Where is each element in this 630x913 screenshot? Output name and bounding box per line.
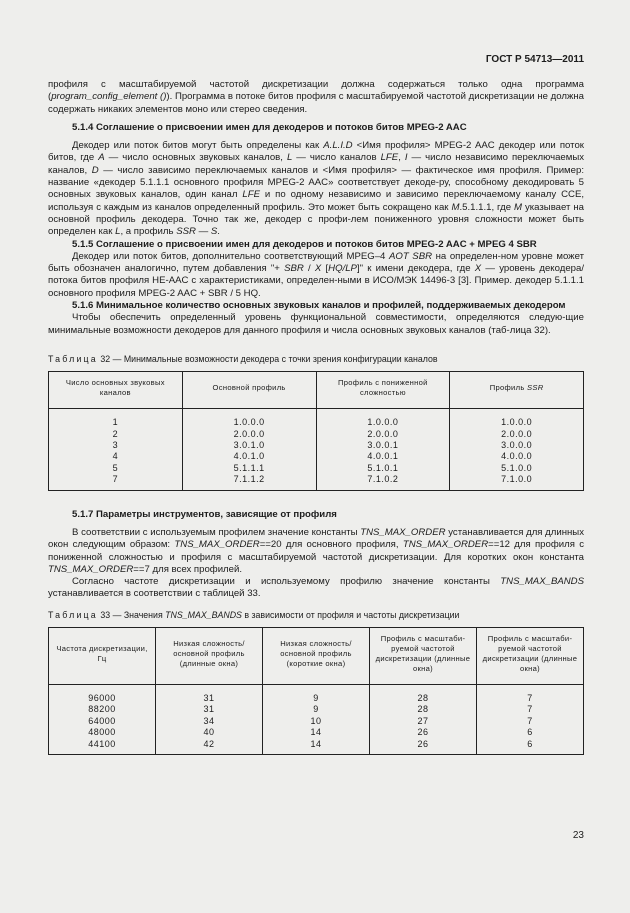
section-5-1-4-text: Декодер или поток битов могут быть определены как A.L.I.D <Имя профиля> MPEG-2 AAC декодер или поток битов, где A — число основных звуковых каналов, L — число каналов LFE, I — число независимо переключаемых каналов, D — число зависимо переключаемых каналов и <Имя профиля> — фактическое имя профиля. Пример: название «декодер 5.1.1.1 основного профиля MPEG-2 AAC» соответствует декоде-ру, способному декодировать 5 основных звуковых каналов, один канал LFE и по одному независимо и зависимо переключаемому каналу CCE, используя с каждым из каналов определенный профиль. Это может быть сокращено как M.5.1.1.1, где M указывает на основной профиль декодера. Точно так же, декодер с профи-лем пониженного уровня сложности может быть определен как L, а профиль SSR — S. [48, 140, 585, 238]
section-5-1-5-text: Декодер или поток битов, дополнительно соответствующий MPEG–4 AOT SBR на определен-ном уровне может быть обозначен аналогично, путем добавления "+ SBR / X [HQ/LP]" к имени декодера, где X — уровень декодера/потока битов профиля HE-AAC с характеристиками, определен-ными в ИСО/МЭК 14496-3 [3]. Пример. декодер 5.1.1.1 основного профиля MPEG-2 AAC + SBR / 5 HQ. [48, 250, 585, 299]
section-5-1-7-heading: 5.1.7 Параметры инструментов, зависящие от профиля [72, 508, 337, 520]
document-body [48, 79, 584, 755]
table-row: 88200 31 9 28 7 [49, 704, 584, 715]
table-33 [48, 627, 584, 755]
page-number: 23 [572, 829, 584, 841]
table-row: 96000 31 9 28 7 [49, 685, 584, 705]
table-row: 4 4.0.1.0 4.0.0.1 4.0.0.0 [49, 451, 584, 462]
standard-number: ГОСТ Р 54713—2011 [485, 54, 584, 65]
section-5-1-7-text: В соответствии с используемым профилем значение константы TNS_MAX_ORDER устанавливается для длинных окон следующим образом: TNS_MAX_ORDER==20 для основного профиля, TNS_MAX_ORDER==12 для профиля с пониженной сложностью и профиля с масштабируемой частотой дискретизации. Для коротких окон константа TNS_MAX_ORDER==7 для всех профилей. [48, 526, 585, 575]
table-row: 48000 40 14 26 6 [49, 727, 584, 738]
section-5-1-5-heading: 5.1.5 Соглашение о присвоении имен для декодеров и потоков битов MPEG-2 AAC + MPEG 4 SBR [72, 238, 537, 250]
section-5-1-4-heading: 5.1.4 Соглашение о присвоении имен для декодеров и потоков битов MPEG-2 AAC [72, 121, 467, 133]
table-row: 1 1.0.0.0 1.0.0.0 1.0.0.0 [49, 409, 584, 429]
table-row: 7 7.1.1.2 7.1.0.2 7.1.0.0 [49, 474, 584, 490]
table-row: 64000 34 10 27 7 [49, 716, 584, 727]
table-header: Низкая сложность/основной профиль (длинные окна) [156, 628, 263, 685]
intro-paragraph: профиля с масштабируемой частотой дискретизации должна содержаться только одна программа (program_config_element ()). Программа в потоке битов профиля с масштабируемой частотой дискретизации не должна содержать никаких элементов моно или стерео сведения. [48, 79, 585, 115]
table-header: Частота дискретизации, Гц [49, 628, 156, 685]
table-row: 3 3.0.1.0 3.0.0.1 3.0.0.0 [49, 440, 584, 451]
table-header: Профиль с масштаби-руемой частотой дискретизации (длинные окна) [370, 628, 477, 685]
table-row: 5 5.1.1.1 5.1.0.1 5.1.0.0 [49, 463, 584, 474]
table-32-caption: Таблица 32 — Минимальные возможности декодера с точки зрения конфигурации каналов [48, 353, 438, 364]
table-row: 2 2.0.0.0 2.0.0.0 2.0.0.0 [49, 429, 584, 440]
section-5-1-6-heading: 5.1.6 Минимальное количество основных звуковых каналов и профилей, поддерживаемых декодером [72, 300, 566, 312]
table-header: Профиль с масштаби-руемой частотой дискретизации (длинные окна) [477, 628, 584, 685]
table-header: Низкая сложность/основной профиль (короткие окна) [263, 628, 370, 685]
table-33-caption: Таблица 33 — Значения TNS_MAX_BANDS в зависимости от профиля и частоты дискретизации [48, 609, 460, 620]
table-row: 44100 42 14 26 6 [49, 739, 584, 755]
table-header: Профиль с пониженной сложностью [316, 372, 450, 409]
table-header: Число основных звуковых каналов [49, 372, 183, 409]
section-5-1-6-text: Чтобы обеспечить определенный уровень функциональной совместимости, определяются следую-щие минимальные возможности декодеров для данного профиля и числа основных звуковых каналов (таб-лица 32). [48, 312, 584, 336]
table-header: Профиль SSR [450, 372, 584, 409]
table-32 [48, 371, 584, 490]
table-header: Основной профиль [182, 372, 316, 409]
section-5-1-7-text-2: Согласно частоте дискретизации и используемому профилю значение константы TNS_MAX_BANDS устанавливается в соответствии с таблицей 33. [48, 576, 584, 600]
